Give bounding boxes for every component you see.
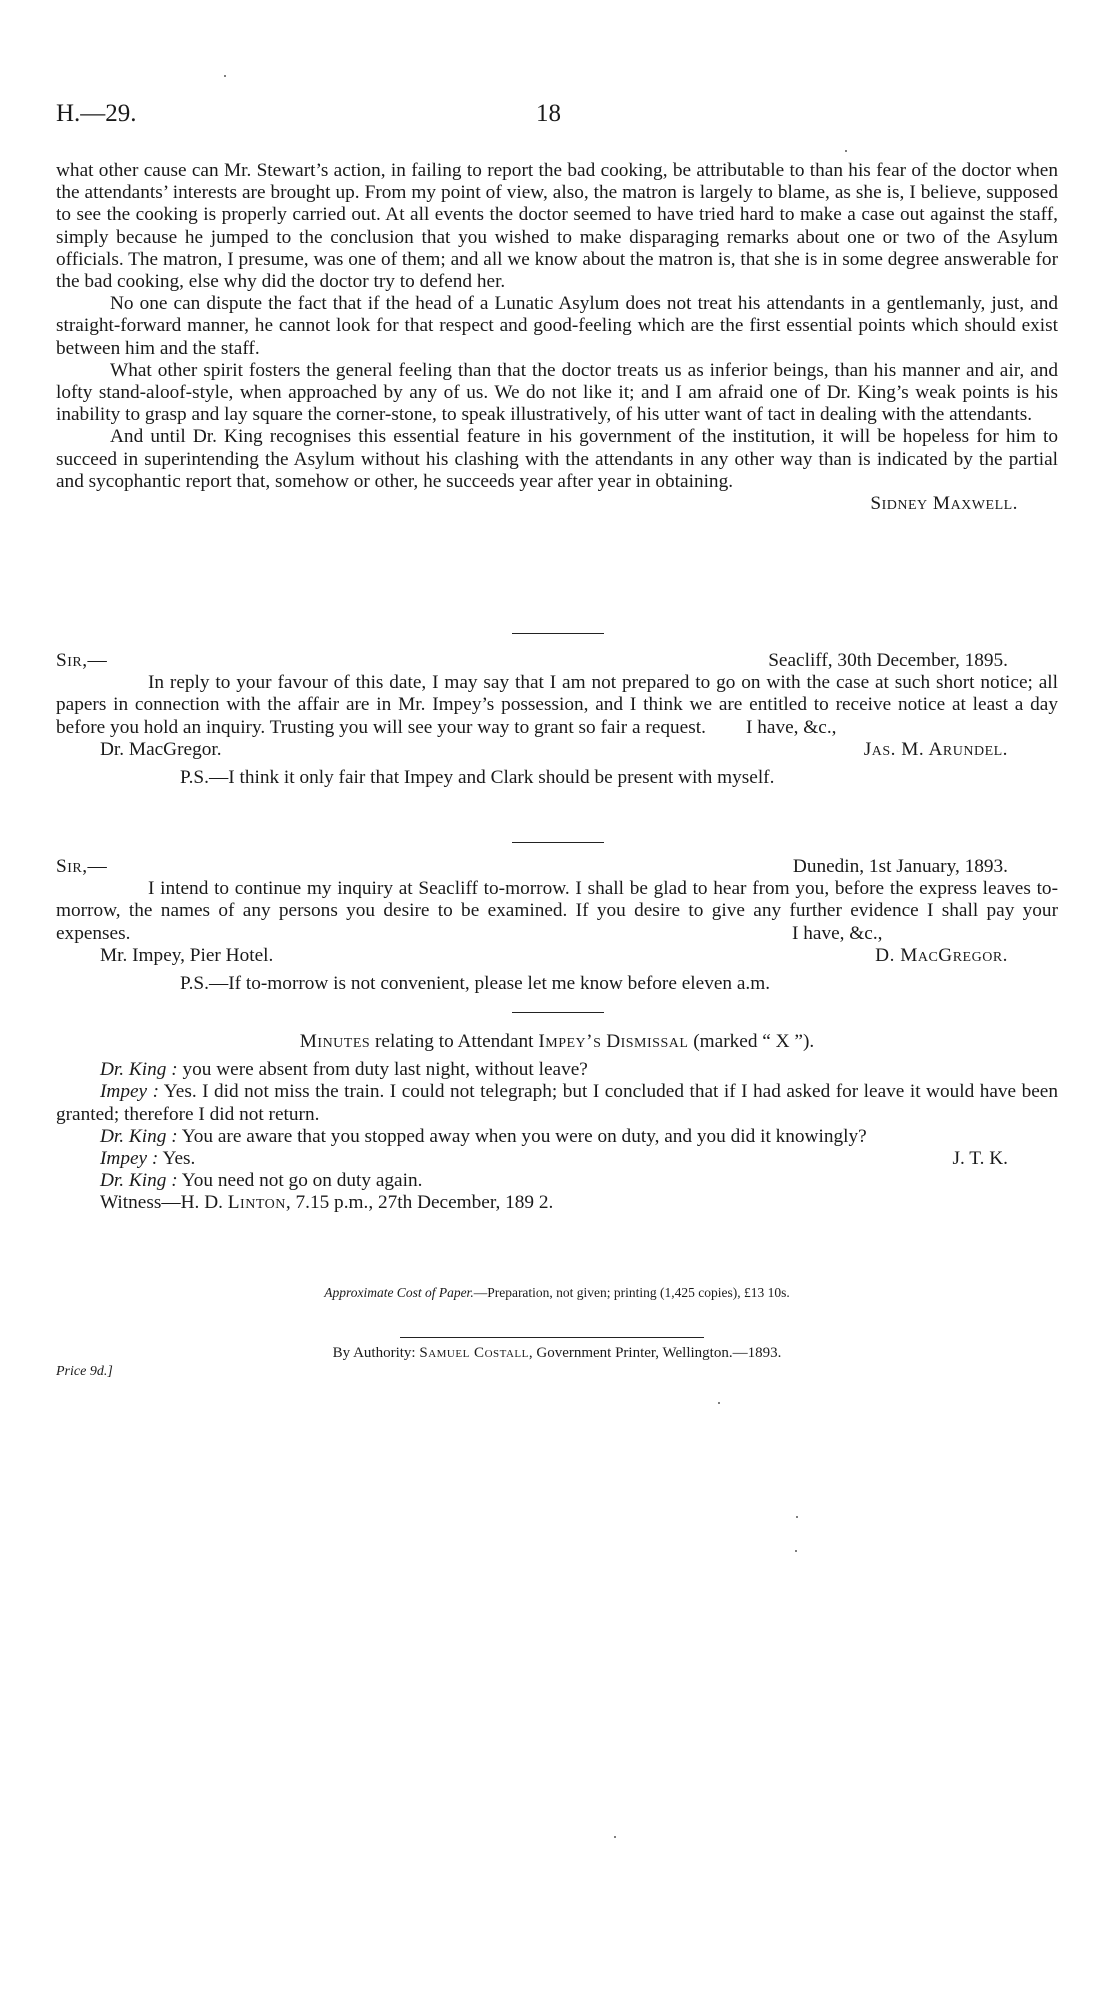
document-code: H.—29.: [56, 100, 137, 127]
letter-body: In reply to your favour of this date, I may say that I am not prepared to go on with the case at such short notice; all papers in connection with the affair are in Mr. Impey’s possession, and I think we are entitled to receive notice at least a day before you hold an inquiry. Trusting you will see your way to grant so fair a request.: [56, 672, 1058, 738]
minute-line: Impey : Yes. I did not miss the train. I could not telegraph; but I concluded that if I had asked for leave it would have been granted; therefore I did not return.: [56, 1081, 1058, 1125]
addressee: Dr. MacGregor.: [100, 739, 222, 761]
minutes-section: [56, 1031, 1058, 1215]
witness-line: Witness—H. D. Linton, 7.15 p.m., 27th December, 189 2.: [100, 1192, 554, 1214]
salutation: Sir,—: [56, 650, 108, 671]
postscript: P.S.—I think it only fair that Impey and Clark should be present with myself.: [180, 767, 775, 789]
letter-maxwell: [56, 160, 1058, 515]
initials: J. T. K.: [952, 1148, 1008, 1170]
paragraph: what other cause can Mr. Stewart’s action, in failing to report the bad cooking, be attributable to than his fear of the doctor when the attendants’ interests are brought up. From my point of view, also, the matron is largely to blame, as she is, I believe, supposed to see the cooking is properly carried out. At all events the doctor seemed to have tried hard to make a case out against the staff, simply because he jumped to the conclusion that you wished to make disparaging remarks about one or two of the Asylum officials. The matron, I presume, was one of them; and all we know about the matron is, that she is in some degree answerable for the bad cooking, else why did the doctor try to defend her.: [56, 160, 1058, 293]
salutation: Sir,—: [56, 856, 108, 877]
scan-speck: [795, 1550, 797, 1552]
scan-speck: [614, 1836, 616, 1838]
letter-arundel: [56, 650, 1058, 789]
paragraph: What other spirit fosters the general feeling than that the doctor treats us as inferior beings, than his manner and air, and lofty stand-aloof-style, when approached by any of us. We do not like it; and I am afraid one of Dr. King’s weak points is his inability to grasp and lay square the corner-stone, to speak illustratively, of his utter want of tact in dealing with the attendants.: [56, 359, 1058, 426]
letter-macgregor: [56, 856, 1058, 995]
place-date: Dunedin, 1st January, 1893.: [792, 856, 1008, 877]
postscript: P.S.—If to-morrow is not convenient, please let me know before eleven a.m.: [180, 973, 771, 995]
minute-line: Dr. King : You are aware that you stopped away when you were on duty, and you did it knowingly?: [100, 1125, 867, 1147]
minute-line: Dr. King : You need not go on duty again.: [100, 1170, 423, 1192]
paragraph: And until Dr. King recognises this essential feature in his government of the institution, it will be hopeless for him to succeed in superintending the Asylum without his clashing with the attendants in any other way than is indicated by the partial and sycophantic report that, somehow or other, he succeeds year after year in obtaining.: [56, 426, 1058, 492]
page-number: 18: [536, 100, 561, 127]
authority-line: By Authority: Samuel Costall, Government Printer, Wellington.—1893.: [332, 1345, 782, 1361]
letter-body: I intend to continue my inquiry at Seacliff to-morrow. I shall be glad to hear from you, before the express leaves to-morrow, the names of any persons you desire to be examined. If you desire to give any further evidence I shall pay your expenses.: [56, 878, 1058, 944]
minute-line: Dr. King : you were absent from duty last night, without leave?: [100, 1059, 588, 1081]
place-date: Seacliff, 30th December, 1895.: [768, 650, 1008, 671]
section-divider: [512, 633, 604, 634]
scan-speck: [224, 75, 226, 77]
addressee: Mr. Impey, Pier Hotel.: [100, 945, 274, 967]
closing: I have, &c.,: [746, 716, 837, 738]
paragraph: No one can dispute the fact that if the head of a Lunatic Asylum does not treat his attendants in a gentlemanly, just, and straight-forward manner, he cannot look for that respect and good-feeling which are the first essential points which should exist between him and the staff.: [56, 293, 1058, 359]
signature-arundel: Jas. M. Arundel.: [863, 739, 1008, 761]
minutes-title: Minutes relating to Attendant Impey’s Dismissal (marked “ X ”).: [299, 1031, 815, 1052]
signature-macgregor: D. MacGregor.: [875, 945, 1008, 967]
scan-speck: [718, 1402, 720, 1404]
cost-note: Approximate Cost of Paper.—Preparation, not given; printing (1,425 copies), £13 10s.: [324, 1285, 790, 1300]
scan-speck: [796, 1516, 798, 1518]
section-divider: [512, 842, 604, 843]
signature-maxwell: Sidney Maxwell.: [870, 493, 1018, 515]
footer-rule: [400, 1337, 704, 1338]
minute-line: Impey : Yes.: [100, 1148, 196, 1170]
closing: I have, &c.,: [792, 922, 883, 944]
section-divider: [512, 1012, 604, 1013]
price: Price 9d.]: [56, 1364, 113, 1379]
scan-speck: [845, 150, 847, 152]
